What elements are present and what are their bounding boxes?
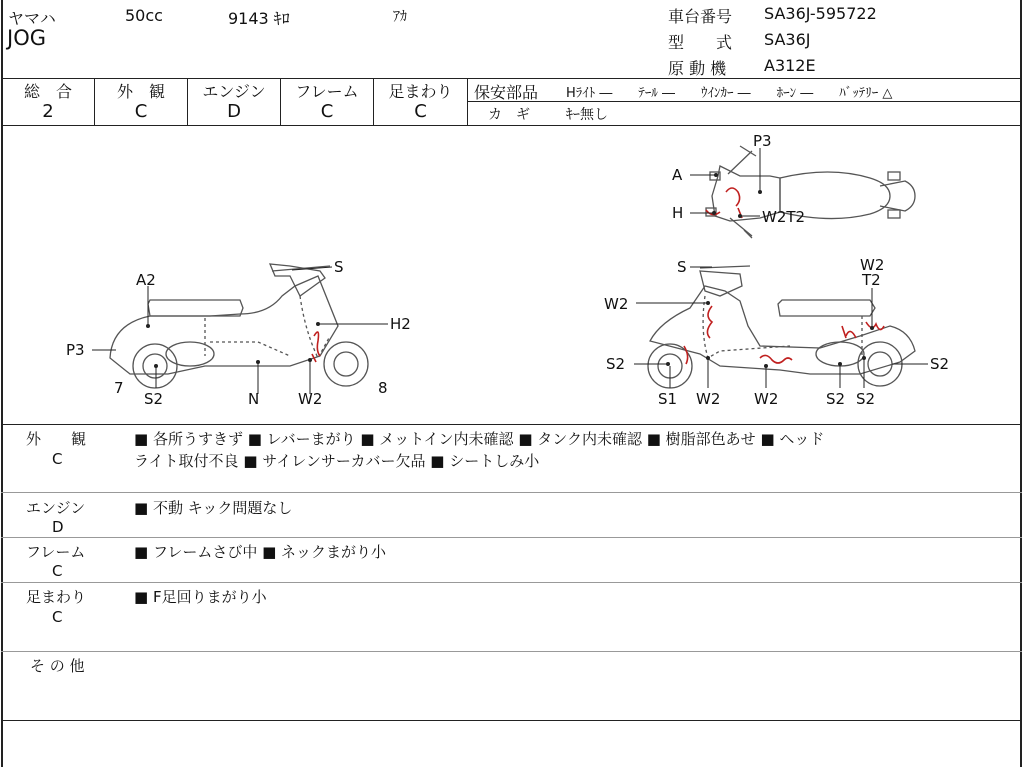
note-frame-line-1: ■ フレームさび中 ■ ネックまがり小 bbox=[134, 543, 387, 561]
label-left-H2: H2 bbox=[390, 315, 411, 333]
label-right-S2-left: S2 bbox=[606, 355, 626, 373]
leader-dots bbox=[146, 173, 874, 368]
scooter-diagram bbox=[0, 126, 1024, 424]
note-engine-label: エンジン bbox=[26, 499, 86, 517]
note-exterior-grade: C bbox=[52, 450, 63, 468]
label-top-P3: P3 bbox=[753, 132, 772, 150]
grade-header-frame: フレーム bbox=[295, 82, 359, 101]
color: ｱｶ bbox=[393, 9, 407, 25]
divider bbox=[1, 651, 1022, 652]
frame-no-value: SA36J-595722 bbox=[764, 4, 877, 23]
label-left-P3: P3 bbox=[66, 341, 85, 359]
divider bbox=[1, 492, 1022, 493]
grade-engine: D bbox=[227, 101, 241, 122]
label-right-S2-b2: S2 bbox=[856, 390, 876, 408]
model-name: JOG bbox=[7, 26, 46, 50]
safety-parts-items: Hﾗｲﾄ ― ﾃｰﾙ ― ｳｲﾝｶｰ ― ﾎｰﾝ ― ﾊﾞｯﾃﾘｰ △ bbox=[566, 86, 893, 101]
type-label: 型 式 bbox=[668, 33, 733, 52]
note-engine-line-1: ■ 不動 キック問題なし bbox=[134, 499, 293, 517]
engine-value: A312E bbox=[764, 56, 816, 75]
label-right-W2-left: W2 bbox=[604, 295, 629, 313]
note-exterior-label: 外 観 bbox=[26, 430, 87, 448]
grade-overall: 2 bbox=[42, 101, 54, 122]
label-right-W2-b1: W2 bbox=[696, 390, 721, 408]
note-suspension-grade: C bbox=[52, 608, 63, 626]
note-engine-grade: D bbox=[52, 518, 64, 536]
label-right-W2-b2: W2 bbox=[754, 390, 779, 408]
leader-lines bbox=[92, 148, 928, 394]
label-left-8: 8 bbox=[378, 379, 388, 397]
label-top-A: A bbox=[672, 166, 683, 184]
grade-header-suspension: 足まわり bbox=[388, 82, 453, 101]
label-left-W2: W2 bbox=[298, 390, 323, 408]
mileage: 9143 ｷﾛ bbox=[228, 9, 290, 28]
label-left-S2: S2 bbox=[144, 390, 164, 408]
key-value: ｷｰ無し bbox=[566, 107, 608, 123]
note-frame-label: フレーム bbox=[26, 543, 86, 561]
type-value: SA36J bbox=[764, 30, 811, 49]
grade-header-exterior: 外 観 bbox=[116, 82, 165, 101]
label-right-S1: S1 bbox=[658, 390, 678, 408]
divider bbox=[1, 537, 1022, 538]
divider bbox=[1, 720, 1022, 721]
label-top-H: H bbox=[672, 204, 684, 222]
label-right-T2: T2 bbox=[862, 271, 881, 289]
divider bbox=[1, 582, 1022, 583]
label-right-W2-top: W2 bbox=[860, 256, 885, 274]
note-frame-grade: C bbox=[52, 562, 63, 580]
divider bbox=[468, 101, 1022, 102]
grade-header-overall: 総 合 bbox=[23, 82, 72, 101]
label-left-N: N bbox=[248, 390, 260, 408]
key-label: カ ギ bbox=[488, 107, 530, 123]
grade-suspension: C bbox=[414, 101, 427, 122]
note-suspension-line-1: ■ F足回りまがり小 bbox=[134, 588, 267, 606]
grade-header-engine: エンジン bbox=[202, 82, 266, 101]
label-right-S: S bbox=[677, 258, 687, 276]
label-left-7: 7 bbox=[114, 379, 124, 397]
label-left-S: S bbox=[334, 258, 344, 276]
note-exterior-line-2: ライト取付不良 ■ サイレンサーカバー欠品 ■ シートしみ小 bbox=[134, 452, 540, 470]
note-other-label: そ の 他 bbox=[30, 657, 85, 675]
engine-label: 原 動 機 bbox=[668, 59, 727, 78]
label-top-W2T2: W2T2 bbox=[762, 208, 806, 226]
divider bbox=[467, 78, 468, 125]
grade-frame: C bbox=[320, 101, 334, 122]
label-right-S2-right: S2 bbox=[930, 355, 950, 373]
maker: ヤマハ bbox=[8, 9, 56, 28]
displacement: 50cc bbox=[125, 6, 163, 25]
label-left-A2: A2 bbox=[136, 271, 156, 289]
label-right-S2-b1: S2 bbox=[826, 390, 846, 408]
grade-exterior: C bbox=[134, 101, 148, 122]
frame-no-label: 車台番号 bbox=[668, 7, 733, 26]
divider bbox=[1, 424, 1022, 425]
note-suspension-label: 足まわり bbox=[26, 588, 87, 606]
safety-parts-label: 保安部品 bbox=[474, 83, 539, 102]
note-exterior-line-1: ■ 各所うすきず ■ レバーまがり ■ メットイン内未確認 ■ タンク内未確認 ■ 樹脂部色あせ ■ ヘッド bbox=[134, 430, 825, 448]
